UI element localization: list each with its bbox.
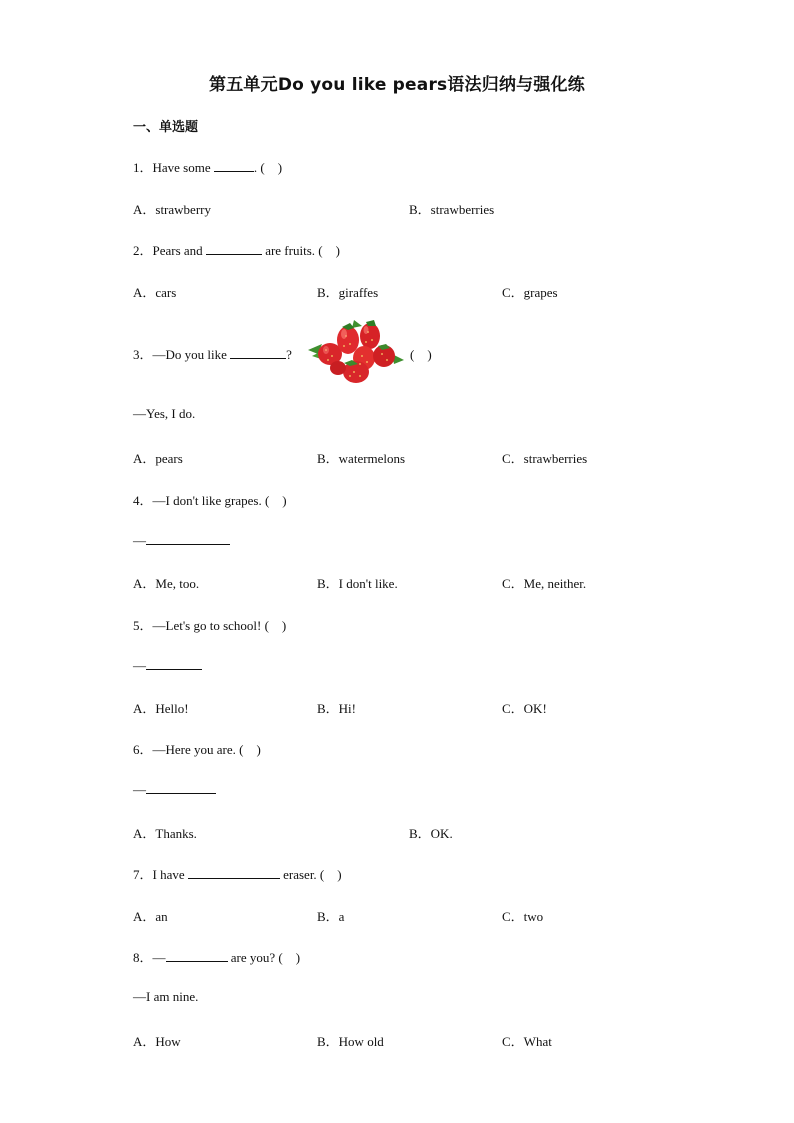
reply-dash: —: [133, 658, 146, 673]
question-6-option-b[interactable]: B．OK.: [409, 826, 453, 841]
question-8-option-c[interactable]: C．What: [502, 1034, 552, 1049]
question-5-option-b[interactable]: B．Hi!: [317, 701, 357, 716]
question-5-reply: [133, 657, 202, 674]
question-3-stem: [133, 344, 292, 363]
reply-dash: —: [133, 782, 146, 797]
question-3-option-a[interactable]: A．pears: [133, 451, 183, 466]
question-5-option-c[interactable]: C．OK!: [502, 701, 547, 716]
question-2-option-b[interactable]: B．giraffes: [317, 285, 379, 300]
answer-blank: [146, 532, 230, 545]
question-3-reply: —Yes, I do.: [133, 406, 196, 421]
question-7-stem: [133, 864, 342, 883]
question-1-stem: [133, 157, 282, 176]
question-3-option-b[interactable]: B．watermelons: [317, 451, 406, 466]
question-3-stem-end: ?: [286, 347, 292, 362]
question-8-option-a[interactable]: A．How: [133, 1034, 181, 1049]
question-1-stem-end: . ( ): [253, 160, 283, 175]
question-8-reply: —I am nine.: [133, 989, 199, 1004]
question-6-option-a[interactable]: A．Thanks.: [133, 826, 197, 841]
question-3-answer-bracket: ( ): [410, 347, 432, 362]
question-4-stem: 4．—I don't like grapes. ( ): [133, 493, 287, 508]
question-1-option-b[interactable]: B．strawberries: [409, 202, 495, 217]
strawberries-image: [304, 316, 408, 388]
question-5-stem: 5．—Let's go to school! ( ): [133, 618, 287, 633]
reply-dash: —: [133, 533, 146, 548]
question-8-stem: [133, 947, 300, 966]
question-2-stem-text: 2．Pears and: [133, 243, 206, 258]
question-4-reply: [133, 532, 230, 549]
question-5-option-a[interactable]: A．Hello!: [133, 701, 189, 716]
question-2-stem: [133, 240, 340, 259]
question-8-stem-text: 8．—: [133, 950, 166, 965]
question-7-option-a[interactable]: A．an: [133, 909, 168, 924]
question-7-option-c[interactable]: C．two: [502, 909, 544, 924]
page-title: 第五单元Do you like pears语法归纳与强化练: [209, 75, 585, 95]
question-4-option-c[interactable]: C．Me, neither.: [502, 576, 587, 591]
question-7-stem-text: 7．I have: [133, 867, 188, 882]
question-7-option-b[interactable]: B．a: [317, 909, 345, 924]
question-1-stem-text: 1．Have some: [133, 160, 214, 175]
question-8-stem-end: are you? ( ): [227, 950, 301, 965]
question-6-stem: 6．—Here you are. ( ): [133, 742, 261, 757]
answer-blank: [146, 657, 202, 670]
answer-blank: [230, 346, 286, 359]
question-4-option-a[interactable]: A．Me, too.: [133, 576, 200, 591]
question-2-option-c[interactable]: C．grapes: [502, 285, 558, 300]
answer-blank: [146, 781, 216, 794]
question-7-stem-end: eraser. ( ): [279, 867, 342, 882]
answer-blank: [188, 866, 280, 879]
answer-blank: [214, 159, 254, 172]
question-8-option-b[interactable]: B．How old: [317, 1034, 384, 1049]
question-3-stem-text: 3．—Do you like: [133, 347, 231, 362]
question-2-stem-end: are fruits. ( ): [261, 243, 340, 258]
answer-blank: [206, 242, 262, 255]
section-heading: 一、单选题: [133, 120, 199, 135]
question-1-option-a[interactable]: A．strawberry: [133, 202, 211, 217]
question-2-option-a[interactable]: A．cars: [133, 285, 177, 300]
question-4-option-b[interactable]: B．I don't like.: [317, 576, 398, 591]
question-3-option-c[interactable]: C．strawberries: [502, 451, 588, 466]
answer-blank: [166, 949, 228, 962]
question-6-reply: [133, 781, 216, 798]
